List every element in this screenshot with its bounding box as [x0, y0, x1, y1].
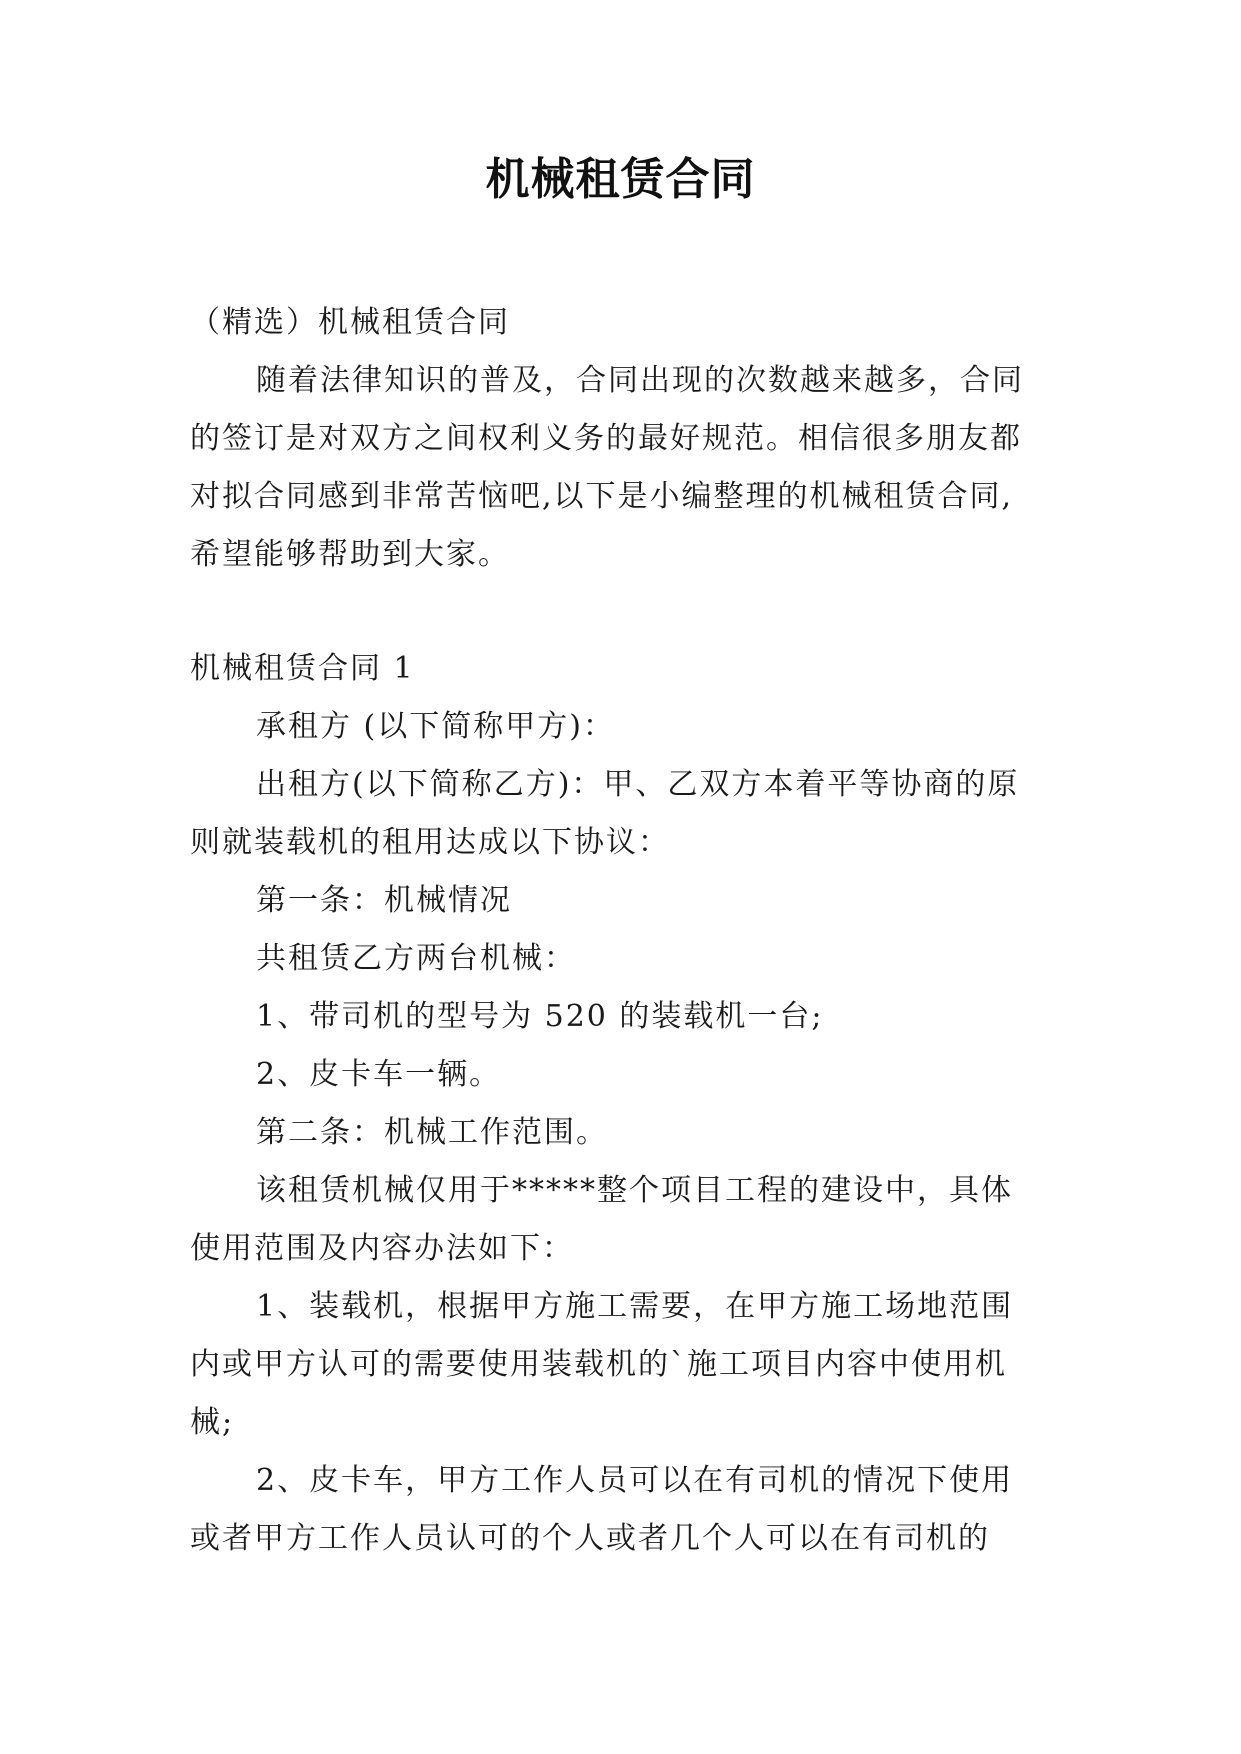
article-heading: 第一条：机械情况: [256, 883, 512, 918]
paragraph-line: 的签订是对双方之间权利义务的最好规范。相信很多朋友都: [190, 421, 1022, 456]
section-heading: 机械租赁合同 1: [190, 651, 415, 686]
list-item: 1、带司机的型号为 520 的装载机一台;: [256, 999, 824, 1034]
list-item: 1、装载机，根据甲方施工需要，在甲方施工场地范围: [256, 1289, 1014, 1324]
paragraph-line: 械;: [190, 1405, 235, 1440]
intro-block: [190, 294, 1050, 584]
paragraph-line: 随着法律知识的普及，合同出现的次数越来越多，合同: [256, 363, 1024, 398]
contract-block: [190, 640, 1050, 1568]
paragraph-line: 希望能够帮助到大家。: [190, 537, 510, 572]
paragraph-line: 内或甲方认可的需要使用装载机的`施工项目内容中使用机: [190, 1347, 1007, 1382]
list-item: 2、皮卡车一辆。: [256, 1057, 502, 1092]
paragraph-line: 出租方(以下简称乙方)：甲、乙双方本着平等协商的原: [256, 767, 1020, 802]
paragraph-line: 或者甲方工作人员认可的个人或者几个人可以在有司机的: [190, 1521, 990, 1556]
paragraph-line: 对拟合同感到非常苦恼吧,以下是小编整理的机械租赁合同,: [190, 479, 1014, 514]
paragraph-line: 承租方 (以下简称甲方)：: [256, 709, 615, 744]
paragraph-line: 则就装载机的租用达成以下协议：: [190, 825, 670, 860]
paragraph-line: 共租赁乙方两台机械：: [256, 941, 576, 976]
list-item: 2、皮卡车，甲方工作人员可以在有司机的情况下使用: [256, 1463, 1014, 1498]
subtitle-line: （精选）机械租赁合同: [190, 305, 510, 340]
document-title: 机械租赁合同: [485, 154, 756, 205]
paragraph-line: 该租赁机械仅用于*****整个项目工程的建设中，具体: [256, 1173, 1013, 1208]
article-heading: 第二条：机械工作范围。: [256, 1115, 608, 1150]
paragraph-line: 使用范围及内容办法如下：: [190, 1231, 574, 1266]
